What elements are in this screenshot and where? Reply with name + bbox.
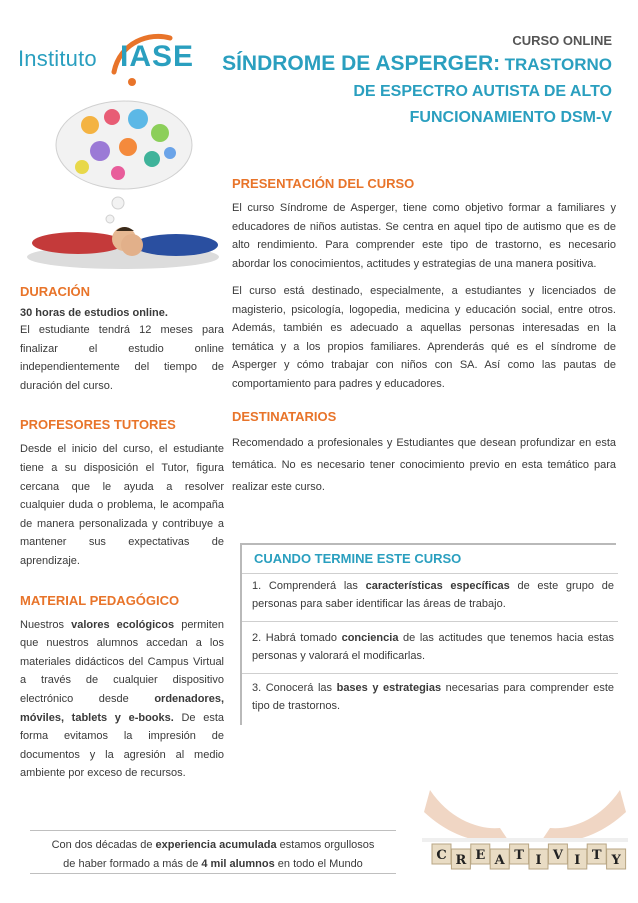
letter-block xyxy=(587,844,606,864)
divider xyxy=(242,621,618,622)
material-section xyxy=(20,593,224,783)
title-line-3: FUNCIONAMIENTO DSM-V xyxy=(409,109,612,126)
outcomes-box xyxy=(240,543,616,725)
divider xyxy=(242,673,618,674)
title-line-2: DE ESPECTRO AUTISTA DE ALTO xyxy=(353,83,612,100)
hero-illustration xyxy=(20,95,225,275)
presentation-paragraph-1: El curso Síndrome de Asperger, tiene como objetivo formar a familiares y educadores de niños autistas. Se centra en aquel tipo de autismo que es de alto rendimiento. Para comprender este tipo de trastorno, es necesario abordar los conocimientos, actitudes y estrategias de una manera positiva. xyxy=(232,202,616,270)
tutors-text: Desde el inicio del curso, el estudiante tiene a su disposición el Tutor, figura cercana que le ayuda a resolver cualquier duda o problema, le acompaña de manera personalizada y contribuye a mantener sus expectativas de aprendizaje. xyxy=(20,443,224,567)
logo-word: Instituto xyxy=(18,46,97,71)
audience-title: DESTINATARIOS xyxy=(232,409,337,424)
letter-block xyxy=(607,849,626,869)
letter-block xyxy=(568,849,587,869)
title-main: SÍNDROME DE ASPERGER: xyxy=(222,52,501,75)
audience-section xyxy=(232,409,616,498)
letter-block-label: I xyxy=(574,853,581,868)
creativity-illustration xyxy=(420,750,630,898)
tutors-section xyxy=(20,417,224,570)
creativity-blocks xyxy=(432,844,626,869)
outcome-item-2: 2. Habrá tomado conciencia de las actitudes que tenemos hacia estas personas y valorará el modificarlas. xyxy=(252,632,614,662)
duration-section xyxy=(20,284,224,395)
footer-top-line xyxy=(30,830,396,831)
divider xyxy=(242,573,618,574)
outcome-item-1: 1. Comprenderá las características específicas de este grupo de personas para saber identificar las áreas de trabajo. xyxy=(252,580,614,610)
material-text: Nuestros valores ecológicos permiten que nuestros alumnos accedan a los materiales didácticos del Campus Virtual a través de cualquier dispositivo electrónico desde ordenadores, móviles, tablets y e-books. De esta forma evitamos la impresión de documentos y la agresión al medio ambiente por exceso de recursos. xyxy=(20,618,224,780)
letter-block-label: T xyxy=(514,848,524,863)
letter-block-label: E xyxy=(475,848,486,863)
letter-block xyxy=(510,844,529,864)
page-title xyxy=(222,50,612,131)
letter-block-label: V xyxy=(552,848,563,863)
letter-block xyxy=(471,844,490,864)
tutors-title: PROFESORES TUTORES xyxy=(20,417,176,433)
material-title: MATERIAL PEDAGÓGICO xyxy=(20,592,180,608)
footer-line-1: Con dos décadas de experiencia acumulada estamos orgullosos xyxy=(51,839,375,851)
audience-text: Recomendado a profesionales y Estudiantes que desean profundizar en esta temática. No es necesario tener conocimiento previo en esta temático para realizar este curso. xyxy=(232,437,616,493)
right-column xyxy=(232,176,616,514)
presentation-section xyxy=(232,176,616,393)
letter-block xyxy=(529,849,548,869)
letter-block-label: Y xyxy=(611,853,621,868)
letter-block xyxy=(490,849,509,869)
thought-bubble-icon xyxy=(20,95,225,275)
institute-logo xyxy=(18,28,208,88)
letter-block-label: I xyxy=(535,853,542,868)
footer xyxy=(30,830,396,874)
presentation-title: PRESENTACIÓN DEL CURSO xyxy=(232,176,415,191)
letter-block xyxy=(548,844,567,864)
duration-title: DURACIÓN xyxy=(20,284,91,299)
outcome-item-3: 3. Conocerá las bases y estrategias necesarias para comprender este tipo de trastornos. xyxy=(252,682,614,712)
footer-line-2: de haber formado a más de 4 mil alumnos en todo el Mundo xyxy=(63,858,363,870)
logo-brand: IASE xyxy=(120,40,195,73)
left-column xyxy=(20,284,224,805)
duration-text: El estudiante tendrá 12 meses para finalizar el estudio online independientemente del tiempo de duración del curso. xyxy=(20,324,224,392)
course-type: CURSO ONLINE xyxy=(512,33,612,48)
letter-block xyxy=(451,849,470,869)
outcomes-title: CUANDO TERMINE ESTE CURSO xyxy=(254,551,462,566)
title-rest: TRASTORNO xyxy=(504,55,612,74)
letter-block-label: R xyxy=(455,853,467,868)
letter-block-label: T xyxy=(591,848,602,863)
letter-block-label: C xyxy=(436,848,447,863)
letter-block-label: A xyxy=(494,853,505,868)
presentation-paragraph-2: El curso está destinado, especialmente, a estudiantes y licenciados de magisterio, psicología, logopedia, medicina y educación social, entre otros. Además, también es adecuado a aquellas personas interesadas en la temática y a los propios familiares. Aprenderás qué es el síndrome de Asperger y cómo trabajar con niños con SA. Así como las pautas de comportamiento para padres y educadores. xyxy=(232,285,616,390)
hands-icon xyxy=(420,750,630,898)
letter-block xyxy=(432,844,451,864)
footer-bottom-line xyxy=(30,873,396,874)
duration-hours: 30 horas de estudios online. xyxy=(20,307,168,319)
